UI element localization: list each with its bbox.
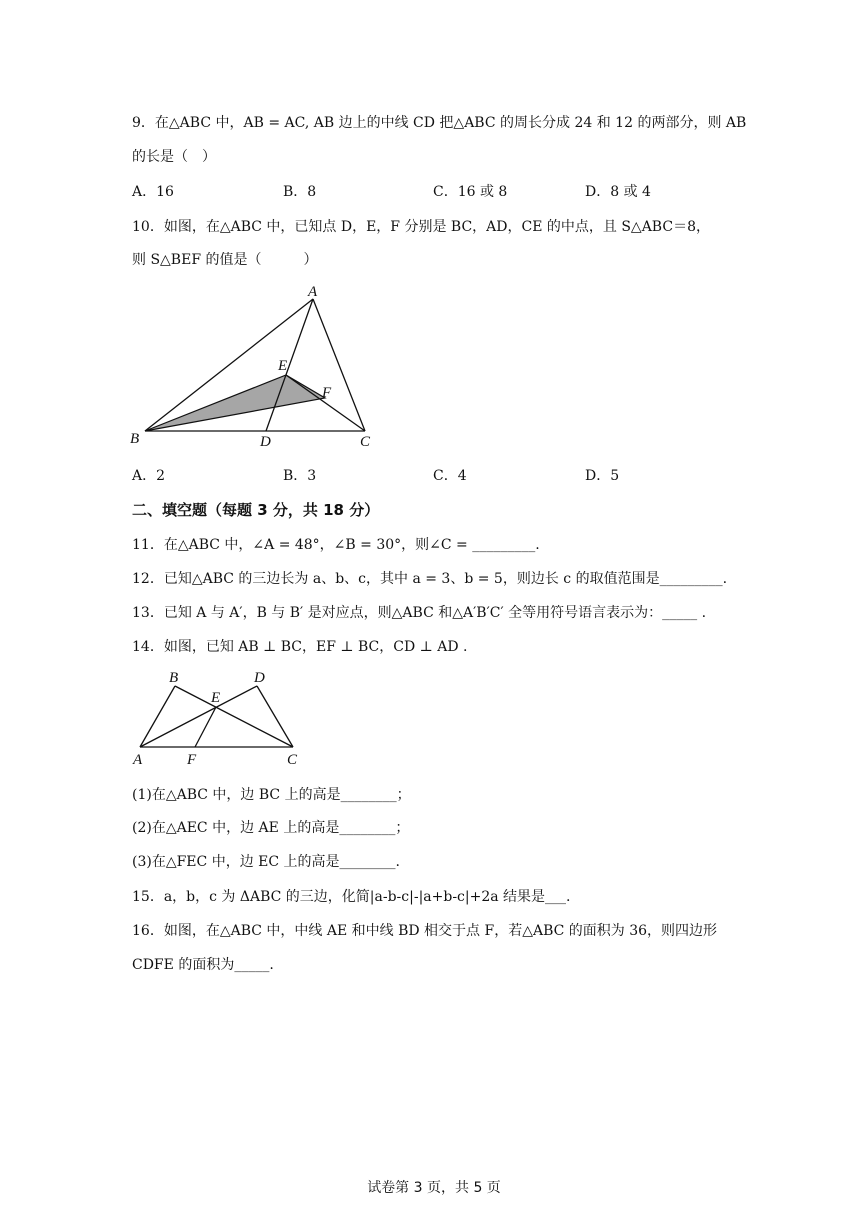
- page-footer: 试卷第 3 页，共 5 页: [367, 1180, 501, 1196]
- label-d: D: [254, 670, 265, 686]
- segment-ad: [266, 299, 313, 431]
- label-a: A: [133, 752, 143, 768]
- label-f: F: [187, 752, 197, 768]
- q16-line1: 16．如图，在△ABC 中，中线 AE 和中线 BD 相交于点 F，若△ABC 的面积为 36，则四边形: [132, 923, 718, 939]
- q13-text: 13．已知 A 与 A′，B 与 B′ 是对应点，则△ABC 和△A′B′C′ 全等用符号语言表示为：_____ .: [132, 605, 707, 621]
- label-c: C: [287, 752, 298, 768]
- label-c: C: [360, 434, 371, 450]
- q14-figure: [125, 665, 315, 770]
- q14-text: 14．如图，已知 AB ⊥ BC，EF ⊥ BC，CD ⊥ AD .: [132, 639, 468, 655]
- q9-option-c: C．16 或 8: [433, 184, 508, 200]
- label-a: A: [308, 284, 318, 300]
- q14-sub2: (2)在△AEC 中，边 AE 上的高是________；: [132, 820, 410, 836]
- q10-line2: 则 S△BEF 的值是（ ）: [132, 252, 318, 268]
- q10-triangle-figure: [120, 280, 400, 450]
- q9-option-b: B．8: [283, 184, 317, 200]
- q10-option-b: B．3: [283, 468, 317, 484]
- label-f: F: [322, 385, 332, 401]
- q10-line1: 10．如图，在△ABC 中，已知点 D，E，F 分别是 BC，AD，CE 的中点，且 S△ABC＝8，: [132, 219, 710, 235]
- label-e: E: [278, 358, 288, 374]
- q10-option-d: D．5: [585, 468, 620, 484]
- q9-line2: 的长是（ ）: [132, 149, 216, 165]
- q9-option-d: D．8 或 4: [585, 184, 651, 200]
- q10-option-c: C．4: [433, 468, 467, 484]
- q9-option-a: A．16: [132, 184, 174, 200]
- label-d: D: [260, 434, 271, 450]
- q12-text: 12．已知△ABC 的三边长为 a、b、c，其中 a = 3、b = 5，则边长 c 的取值范围是_________.: [132, 571, 728, 587]
- q9-line1: 9．在△ABC 中，AB = AC, AB 边上的中线 CD 把△ABC 的周长分成 24 和 12 的两部分，则 AB: [132, 115, 747, 131]
- q16-line2: CDFE 的面积为_____.: [132, 957, 274, 973]
- q15-text: 15．a，b，c 为 ΔABC 的三边，化简|a-b-c|-|a+b-c|+2a 结果是___.: [132, 889, 571, 905]
- label-b: B: [130, 431, 140, 447]
- q14-sub1: (1)在△ABC 中，边 BC 上的高是________；: [132, 787, 411, 803]
- label-b: B: [169, 670, 179, 686]
- q10-option-a: A．2: [132, 468, 166, 484]
- side-ac: [313, 299, 365, 431]
- section-heading: 二、填空题（每题 3 分，共 18 分）: [132, 501, 380, 519]
- label-e: E: [211, 690, 221, 706]
- q11-text: 11．在△ABC 中，∠A = 48°，∠B = 30°，则∠C = _________.: [132, 537, 540, 553]
- q14-sub3: (3)在△FEC 中，边 EC 上的高是________.: [132, 854, 400, 870]
